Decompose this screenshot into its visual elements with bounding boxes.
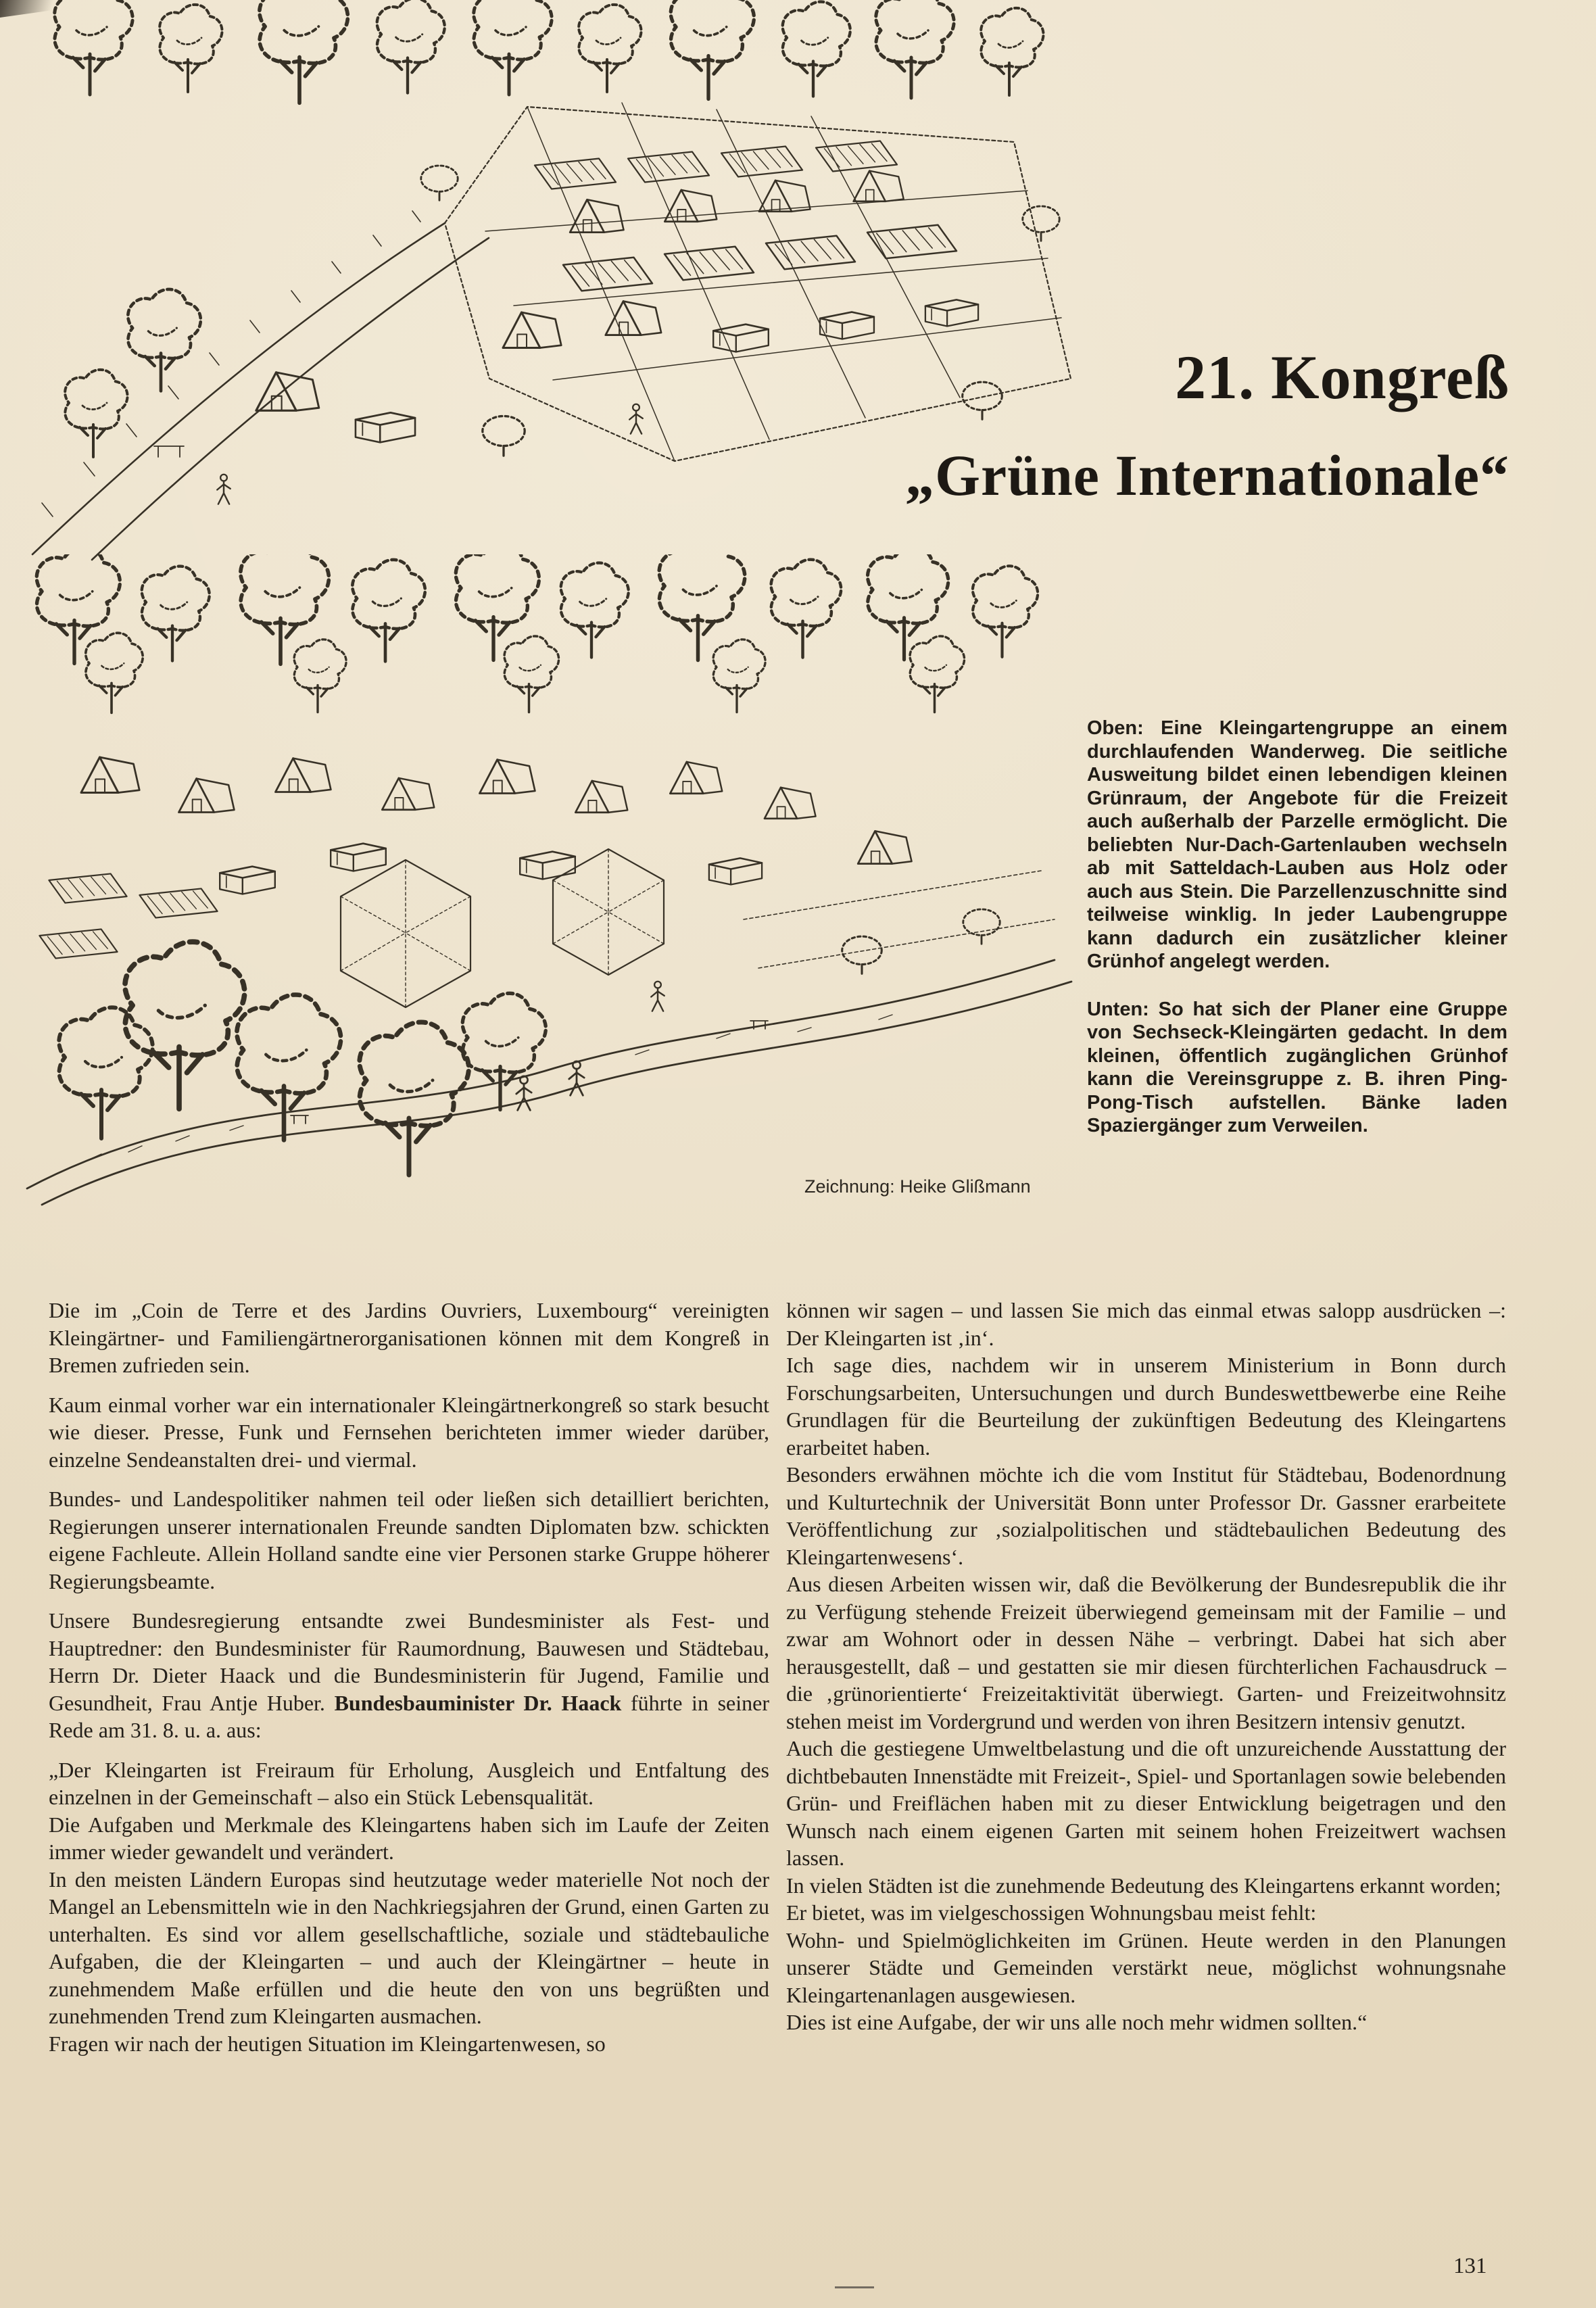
body-paragraph [786, 1570, 1506, 1735]
text-run: führte in seiner Rede am 31. 8. u. a. aus: [49, 1690, 770, 1742]
text-run: Die im „Coin de Terre et des Jardins Ouvriers, Luxembourg“ vereinigten Kleingärtner- und Familiengärtnerorganisationen können mit dem Kongreß in Bremen zufrieden sein. [49, 1298, 769, 1377]
body-paragraph [786, 1899, 1506, 1927]
body-paragraph [786, 1351, 1506, 1461]
text-run: „Der Kleingarten ist Freiraum für Erholung, Ausgleich und Entfaltung des einzelnen in der Gemeinschaft – also ein Stück Lebensqualität. [49, 1757, 769, 1809]
text-run: In vielen Städten ist die zunehmende Bedeutung des Kleingartens erkannt worden; [786, 1873, 1501, 1898]
body-paragraph [786, 1735, 1506, 1872]
body-paragraph [786, 1927, 1506, 2009]
houses-group [81, 757, 912, 894]
right-column [786, 1297, 1506, 2036]
body-paragraph [49, 1297, 769, 1379]
body-paragraph [786, 2009, 1506, 2036]
body-paragraph [49, 1811, 769, 1866]
body-paragraph [786, 1461, 1506, 1570]
text-run: Ich sage dies, nachdem wir in unserem Ministerium in Bonn durch Forschungsarbeiten, Untersuchungen und durch Bundeswettbewerbe eine Reihe Grundlagen für die Beurteilung der zukünftigen Bedeutung des Kleingartens erarbeitet haben. [786, 1353, 1506, 1460]
body-paragraph [49, 1485, 769, 1595]
body-paragraph [786, 1297, 1506, 1351]
text-run: Er bietet, was im vielgeschossigen Wohnungsbau meist fehlt: [786, 1900, 1317, 1925]
text-run: Besonders erwähnen möchte ich die vom Institut für Städtebau, Bodenordnung und Kulturtechnik der Universität Bonn unter Professor Dr. Gassner erarbeitete Veröffentlichung zur ‚sozialpolitischen und städtebaulichen Bedeutung des Kleingartenwesens‘. [786, 1462, 1506, 1569]
title-line-1: 21. Kongreß [1175, 343, 1509, 412]
article-title [905, 343, 1509, 508]
body-paragraph [49, 2030, 769, 2058]
bottom-illustration-hexagon-gardens [0, 554, 1075, 1207]
body-paragraph [49, 1756, 769, 1811]
houses-group [256, 171, 978, 443]
body-paragraph [786, 1872, 1506, 1900]
caption-bottom: Unten: So hat sich der Planer eine Gruppe von Sechseck-Kleingärten gedacht. In dem kleinen, öffentlich zugänglichen Grünhof kann die Vereinsgruppe z. B. ihren Ping-Pong-Tisch aufstellen. Bänke laden Spaziergänger zum Verweilen. [1087, 998, 1507, 1136]
body-paragraph [49, 1607, 769, 1744]
text-run: Die Aufgaben und Merkmale des Kleingartens haben sich im Laufe der Zeiten immer wieder gewandelt und verändert. [49, 1812, 769, 1864]
text-run: können wir sagen – und lassen Sie mich das einmal etwas salopp ausdrücken –: Der Kleingarten ist ‚in‘. [786, 1298, 1506, 1350]
text-run: Dies ist eine Aufgabe, der wir uns alle noch mehr widmen sollten.“ [786, 2010, 1368, 2034]
text-run: Kaum einmal vorher war ein internationaler Kleingärtnerkongreß so stark besucht wie dieser. Presse, Funk und Fernsehen berichteten immer wieder darüber, einzelne Sendeanstalten drei- und viermal. [49, 1392, 769, 1472]
footer-rule [835, 2286, 874, 2288]
page-number: 131 [1453, 2254, 1487, 2278]
left-speech-paragraphs [49, 1756, 769, 2058]
text-run: Unsere Bundesregierung entsandte zwei Bundesminister als Fest- und Hauptredner: den Bundesminister für Raumordnung, Bauwesen und Städtebau, Herrn Dr. Dieter Haack und die Bundesministerin für Jugend, Familie und Gesundheit, Frau Antje Huber. [49, 1608, 769, 1715]
trees-group [37, 554, 1038, 1175]
text-run: Bundes- und Landespolitiker nahmen teil oder ließen sich detailliert berichten, Regierungen unserer internationalen Freunde sandten Diplomaten bzw. schickten eigene Fachleute. Allein Holland sandte eine vier Personen starke Gruppe höherer Regierungsbeamte. [49, 1487, 769, 1593]
title-line-2: „Grüne Internationale“ [905, 443, 1509, 508]
text-run: Fragen wir nach der heutigen Situation im Kleingartenwesen, so [49, 2031, 606, 2056]
left-intro-paragraphs [49, 1297, 769, 1744]
drawing-credit: Zeichnung: Heike Glißmann [804, 1176, 1031, 1197]
path-group [27, 960, 1071, 1205]
hexagon-plots-group [39, 849, 1055, 1007]
text-run: Aus diesen Arbeiten wissen wir, daß die Bevölkerung der Bundesrepublik die ihr zu Verfügung stehende Freizeit überwiegend gemeinsam mit der Familie – und zwar am Wohnort oder in dessen Nähe – verbringt. Dabei hat sich aber herausgestellt, daß – und gestatten sie mir diesen fürchterlichen Fachausdruck – die ‚grünorientierte‘ Freizeitaktivität überwiegt. Garten- und Freizeitwohnsitz stehen meist im Vordergrund und werden von ihren Besitzern intensiv genutzt. [786, 1572, 1506, 1733]
bold-text: Bundesbauminister Dr. Haack [334, 1690, 622, 1715]
right-paragraphs [786, 1297, 1506, 2036]
text-run: Auch die gestiegene Umweltbelastung und die oft unzureichende Ausstattung der dichtbebauten Innenstädte mit Freizeit-, Spiel- und Sportanlagen sowie belebenden Grün- und Freiflächen haben mit zu dieser Entwicklung beigetragen und den Wunsch nach einem eigenen Garten mit seinem hohen Freizeitwert wachsen lassen. [786, 1736, 1506, 1870]
body-paragraph [49, 1866, 769, 2030]
left-column [49, 1297, 769, 2057]
figure-captions [1087, 717, 1507, 1138]
path-and-fence-group [32, 211, 489, 560]
text-run: In den meisten Ländern Europas sind heutzutage weder materielle Not noch der Mangel an Lebensmitteln wie in den Nachkriegsjahren der Grund, einen Garten zu unterhalten. Es sind vor allem gesellschaftliche, soziale und städtebauliche Aufgaben, die der Kleingarten – und auch der Kleingärtner – heute in zunehmendem Maße erfüllen und die heute den von uns begrüßten und zunehmenden Trend zum Kleingarten ausmachen. [49, 1867, 769, 2028]
body-paragraph [49, 1391, 769, 1474]
caption-top: Oben: Eine Kleingartengruppe an einem durchlaufenden Wanderweg. Die seitliche Ausweitung bildet einen lebendigen kleinen Grünraum, der Angebote für die Freizeit auch außerhalb der Parzelle ermöglicht. Die beliebten Nur-Dach-Gartenlauben wechseln ab mit Satteldach-Lauben aus Holz oder auch aus Stein. Die Parzellenzuschnitte sind teilweise winklig. In jeder Laubengruppe kann dadurch ein zusätzlicher kleiner Grünhof angelegt werden. [1087, 717, 1507, 972]
text-run: Wohn- und Spielmöglichkeiten im Grünen. Heute werden in den Planungen unserer Städte und Gemeinden verstärkt neue, möglichst wohnungsnahe Kleingartenanlagen ausgewiesen. [786, 1927, 1506, 2007]
